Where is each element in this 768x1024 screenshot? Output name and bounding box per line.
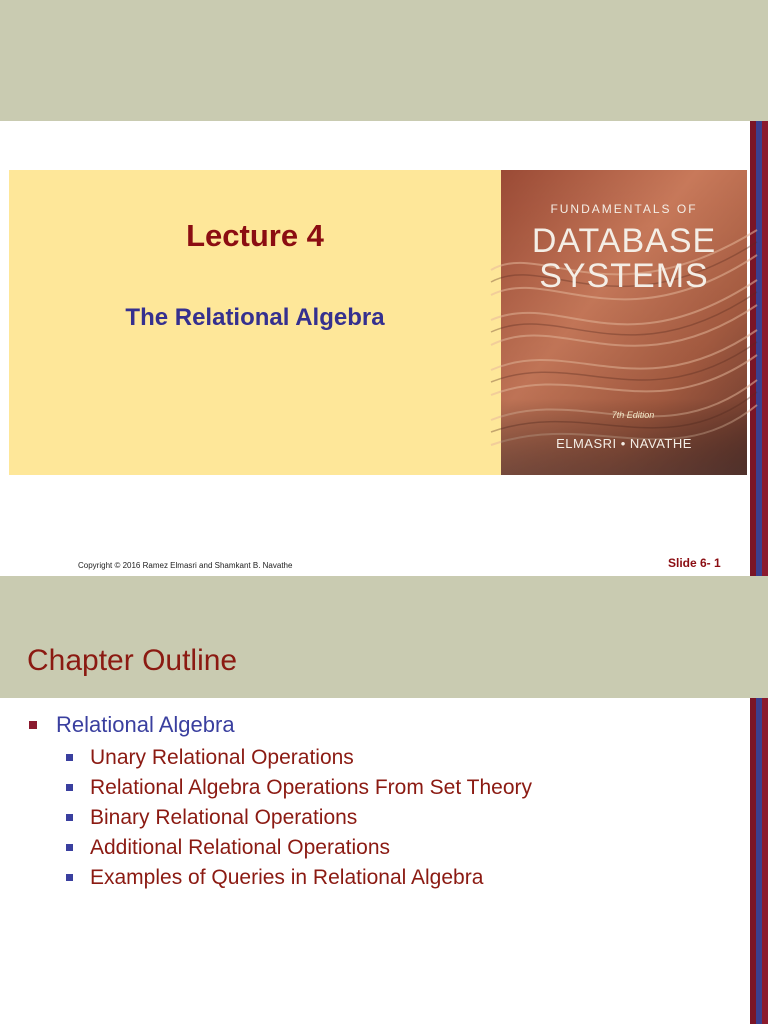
square-bullet-icon [29,721,37,729]
square-bullet-icon [66,844,73,851]
chapter-outline-title: Chapter Outline [27,644,238,677]
sub-bullet-text: Relational Algebra Operations From Set Theory [90,776,533,799]
cover-line-fundamentals: FUNDAMENTALS OF [550,202,698,216]
slide-number: Slide 6- 1 [668,556,721,570]
lecture-subtitle: The Relational Algebra [125,304,385,331]
book-cover-image [501,170,747,475]
cover-line-database: DATABASE [531,222,717,260]
cover-line-systems: SYSTEMS [539,257,709,295]
square-bullet-icon [66,814,73,821]
bullet-text: Relational Algebra [56,712,235,737]
square-bullet-icon [66,754,73,761]
top-band [0,576,768,698]
cover-edition: 7th Edition [611,410,655,420]
title-panel [9,170,501,475]
square-bullet-icon [66,874,73,881]
copyright-notice: Copyright © 2016 Ramez Elmasri and Shamkant B. Navathe [78,561,293,570]
lecture-title: Lecture 4 [186,218,324,253]
right-accent-bar [750,121,768,576]
sub-bullet-text: Binary Relational Operations [90,806,358,829]
outline-slide [0,576,768,1024]
right-accent-bar [750,698,768,1024]
sub-bullet-text: Additional Relational Operations [90,836,391,859]
square-bullet-icon [66,784,73,791]
sub-bullet-text: Examples of Queries in Relational Algebra [90,866,484,889]
sub-bullet-text: Unary Relational Operations [90,746,354,769]
cover-authors: ELMASRI • NAVATHE [556,436,692,451]
top-band [0,0,768,121]
